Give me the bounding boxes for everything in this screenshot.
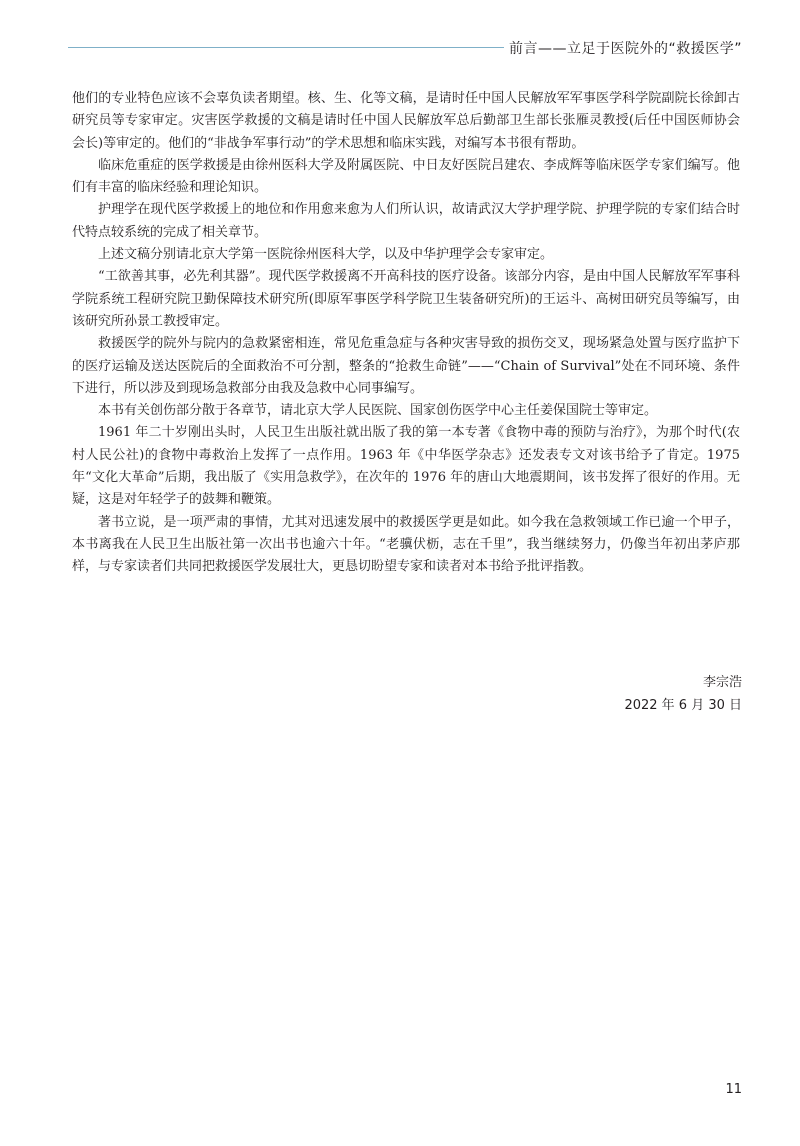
- paragraph: “工欲善其事，必先利其器”。现代医学救援离不开高科技的医疗设备。该部分内容，是由中国人民解放军军事科学院系统工程研究院卫勤保障技术研究所(即原军事医学科学院卫生装备研究所)的王运斗、高树田研究员等编写，由该研究所孙景工教授审定。: [72, 269, 740, 329]
- paragraph: 1961 年二十岁刚出头时，人民卫生出版社就出版了我的第一本专著《食物中毒的预防与治疗》，为那个时代(农村人民公社)的食物中毒救治上发挥了一点作用。1963 年《中华医学杂志》还发表专文对该书给予了肯定。1975 年“文化大革命”后期，我出版了《实用急救学》，在次年的 1976 年的唐山大地震期间，该书发挥了很好的作用。无疑，这是对年轻学子的鼓舞和鞭策。: [72, 425, 740, 508]
- running-header-title: 前言——立足于医院外的“救援医学”: [508, 41, 742, 57]
- page-number: 11: [725, 1082, 742, 1097]
- paragraph: 护理学在现代医学救援上的地位和作用愈来愈为人们所认识，故请武汉大学护理学院、护理学院的专家们结合时代特点较系统的完成了相关章节。: [72, 202, 740, 240]
- paragraph: 临床危重症的医学救援是由徐州医科大学及附属医院、中日友好医院吕建农、李成辉等临床医学专家们编写。他们有丰富的临床经验和理论知识。: [72, 157, 740, 196]
- paragraph: 救援医学的院外与院内的急救紧密相连，常见危重急症与各种灾害导致的损伤交叉，现场紧急处置与医疗监护下的医疗运输及送达医院后的全面救治不可分割，整条的“抢救生命链”——“Chain of Survival”处在不同环境、条件下进行，所以涉及到现场急救部分由我及急救中心同事编写。: [72, 336, 740, 396]
- paragraph-continued: 他们的专业特色应该不会辜负读者期望。核、生、化等文稿，是请时任中国人民解放军军事医学科学院副院长徐卸古研究员等专家审定。灾害医学救援的文稿是请时任中国人民解放军总后勤部卫生部长张雁灵教授(后任中国医师协会会长)等审定的。他们的“非战争军事行动”的学术思想和临床实践，对编写本书很有帮助。: [72, 91, 740, 151]
- paragraph: 著书立说，是一项严肃的事情，尤其对迅速发展中的救援医学更是如此。如今我在急救领域工作已逾一个甲子，本书离我在人民卫生出版社第一次出书也逾六十年。“老骥伏枥，志在千里”，我当继续努力，仍像当年初出茅庐那样，与专家读者们共同把救援医学发展壮大，更恳切盼望专家和读者对本书给予批评指教。: [72, 514, 740, 575]
- paragraph: 上述文稿分别请北京大学第一医院徐州医科大学，以及中华护理学会专家审定。: [98, 247, 554, 263]
- author-signature: 李宗浩: [702, 675, 742, 690]
- header-rule: [68, 47, 504, 48]
- signature-date: 2022 年 6 月 30 日: [624, 698, 742, 713]
- paragraph: 本书有关创伤部分散于各章节，请北京大学人民医院、国家创伤医学中心主任姜保国院士等审定。: [98, 403, 658, 419]
- body-text: [72, 88, 740, 579]
